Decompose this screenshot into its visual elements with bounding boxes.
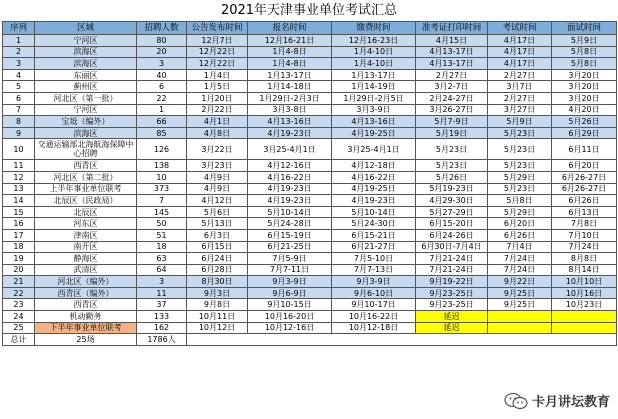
table-row [3, 264, 617, 276]
table-cell: 22 [3, 287, 35, 299]
table-cell: 4月16-22日 [332, 171, 416, 183]
table-cell: 10月23日 [552, 299, 617, 311]
table-cell [488, 311, 552, 323]
table-cell: 16 [3, 218, 35, 230]
table-cell: 18 [137, 241, 187, 253]
table-cell: 21 [3, 276, 35, 288]
table-cell: 4月20日 [552, 104, 617, 116]
table-cell: 4月1日 [187, 116, 248, 128]
total-row [3, 334, 617, 346]
table-cell: 6月15-21日 [332, 229, 416, 241]
table-cell: 6月13日 [552, 206, 617, 218]
table-cell: 22 [137, 92, 187, 104]
table-cell: 145 [137, 206, 187, 218]
table-cell: 6月20日 [488, 218, 552, 230]
table-cell: 6月15-20日 [416, 218, 488, 230]
table-cell: 9月25日 [488, 299, 552, 311]
table-cell: 交通运输部北海航海保障中心招聘 [35, 139, 137, 160]
table-cell: 9月22日 [488, 276, 552, 288]
table-cell: 6月15-19日 [248, 229, 332, 241]
table-cell: 6月15日 [187, 241, 248, 253]
table-cell: 5月23日 [416, 160, 488, 172]
table-cell: 10月12日 [187, 322, 248, 334]
table-cell: 23 [3, 299, 35, 311]
table-row [3, 276, 617, 288]
table-cell: 4月12日 [187, 195, 248, 207]
table-cell: 20 [3, 264, 35, 276]
table-cell: 4月17日 [488, 35, 552, 47]
table-cell: 15 [3, 206, 35, 218]
table-cell: 2月27日 [416, 69, 488, 81]
table-cell: 9月6-10日 [332, 287, 416, 299]
table-cell: 8月8日 [552, 253, 617, 265]
table-cell: 宁河区 [35, 35, 137, 47]
table-cell: 6月26-27日 [552, 171, 617, 183]
table-cell: 50 [137, 218, 187, 230]
table-cell: 24 [3, 311, 35, 323]
table-cell: 3月20日 [552, 81, 617, 93]
table-cell: 4月13-16日 [248, 116, 332, 128]
table-row [3, 241, 617, 253]
table-cell: 6月30日-7月4日 [416, 241, 488, 253]
table-cell: 4月17日 [488, 46, 552, 58]
table-cell: 6月21-25日 [248, 241, 332, 253]
table-cell: 1月4-8日 [248, 46, 332, 58]
table-row [3, 299, 617, 311]
table-cell: 10月11日 [187, 311, 248, 323]
table-cell: 11 [3, 160, 35, 172]
table-cell: 6月29日 [552, 127, 617, 139]
table-cell: 4月29-30日 [416, 195, 488, 207]
table-row [3, 127, 617, 139]
table-cell: 85 [137, 127, 187, 139]
page-title: 2021年天津事业单位考试汇总 [220, 3, 398, 18]
table-header [3, 22, 617, 35]
table-cell: 12 [3, 171, 35, 183]
table-cell: 1月14-18日 [248, 81, 332, 93]
table-cell: 12月7日 [187, 35, 248, 47]
table-cell: 3月25-4月1日 [332, 139, 416, 160]
table-cell: 2月22日 [187, 104, 248, 116]
table-row [3, 311, 617, 323]
table-cell: 138 [137, 160, 187, 172]
table-cell: 12月22日 [187, 58, 248, 70]
table-cell: 下半年事业单位联考 [35, 322, 137, 334]
table-cell: 7月5-10日 [332, 253, 416, 265]
table-cell: 7 [137, 195, 187, 207]
table-cell: 10月16-22日 [332, 311, 416, 323]
table-cell: 3 [137, 276, 187, 288]
table-cell: 河北区（编外） [35, 276, 137, 288]
table-cell: 20 [137, 46, 187, 58]
table-cell: 10月12-16日 [248, 322, 332, 334]
table-cell: 2月27日 [488, 92, 552, 104]
table-cell: 7月7-11日 [248, 264, 332, 276]
table-cell: 9月3-9日 [332, 276, 416, 288]
table-cell: 3月27日 [488, 104, 552, 116]
table-cell: 3月20日 [552, 69, 617, 81]
column-header: 招聘人数 [137, 22, 187, 35]
table-cell: 6月28日 [187, 264, 248, 276]
table-cell: 5月6日 [187, 206, 248, 218]
table-cell: 6月21-27日 [332, 241, 416, 253]
table-cell: 6月26日 [552, 195, 617, 207]
table-cell: 133 [137, 311, 187, 323]
table-cell: 5月10-14日 [332, 206, 416, 218]
table-cell: 1月20日 [187, 92, 248, 104]
table-row [3, 92, 617, 104]
table-cell: 5月23日 [416, 139, 488, 160]
table-cell: 滨海区 [35, 46, 137, 58]
table-cell: 162 [137, 322, 187, 334]
table-cell: 63 [137, 253, 187, 265]
table-cell: 西青区（编外） [35, 287, 137, 299]
table-cell: 9月10-15日 [248, 299, 332, 311]
table-cell: 9月3日 [187, 287, 248, 299]
table-row [3, 160, 617, 172]
table-cell: 40 [137, 69, 187, 81]
table-cell: 滨海区 [35, 58, 137, 70]
table-cell: 6月26日 [488, 229, 552, 241]
table-cell: 7 [3, 104, 35, 116]
table-cell: 6月3日 [187, 229, 248, 241]
column-header: 准考证打印时间 [416, 22, 488, 35]
table-cell [488, 322, 552, 334]
table-cell [552, 311, 617, 323]
table-row [3, 104, 617, 116]
table-cell [552, 322, 617, 334]
table-cell: 9月8日 [187, 299, 248, 311]
table-cell: 河东区 [35, 218, 137, 230]
table-cell: 1 [3, 35, 35, 47]
wechat-icon [504, 392, 528, 410]
table-cell: 西青区 [35, 299, 137, 311]
table-cell: 7月21-24日 [416, 253, 488, 265]
table-cell: 5月26日 [552, 116, 617, 128]
table-cell: 5月19-23日 [416, 183, 488, 195]
column-header: 缴费时间 [332, 22, 416, 35]
table-cell: 5月10-14日 [248, 206, 332, 218]
table-row [3, 253, 617, 265]
column-header: 序列 [3, 22, 35, 35]
table-cell: 5月23日 [488, 127, 552, 139]
table-row [3, 69, 617, 81]
table-cell: 5月23日 [488, 160, 552, 172]
total-cell: 25场 [35, 334, 137, 346]
table-cell: 5月8日 [552, 46, 617, 58]
table-cell: 5月9日 [488, 116, 552, 128]
table-cell: 1月14-19日 [332, 81, 416, 93]
table-cell: 10月12-18日 [332, 322, 416, 334]
table-cell: 9月23-25日 [416, 299, 488, 311]
table-cell: 南开区 [35, 241, 137, 253]
table-cell: 4月13-16日 [332, 116, 416, 128]
table-cell: 蓟州区 [35, 81, 137, 93]
table-cell: 37 [137, 299, 187, 311]
table-cell: 3月3-8日 [248, 104, 332, 116]
table-cell: 5月29日 [488, 171, 552, 183]
table-cell: 10月16日 [552, 287, 617, 299]
table-cell: 津南区 [35, 229, 137, 241]
table-cell: 7月10日 [552, 229, 617, 241]
table-row [3, 218, 617, 230]
table-row [3, 195, 617, 207]
table-cell: 1月29日-2月5日 [332, 92, 416, 104]
table-cell: 6月24-26日 [416, 229, 488, 241]
column-header: 考试时间 [488, 22, 552, 35]
table-cell: 8月30日 [187, 276, 248, 288]
table-cell: 1月4-8日 [248, 58, 332, 70]
total-cell: 1786人 [137, 334, 187, 346]
table-cell: 7月8日 [552, 218, 617, 230]
table-cell: 4月8日 [187, 127, 248, 139]
table-cell: 延迟 [416, 322, 488, 334]
table-cell: 5月8日 [552, 58, 617, 70]
table-cell: 1月5日 [187, 81, 248, 93]
table-row [3, 287, 617, 299]
table-cell: 9月3-9日 [248, 276, 332, 288]
table-cell: 3月2-7日 [416, 81, 488, 93]
table-cell: 25 [3, 322, 35, 334]
table-cell: 3月20日 [552, 92, 617, 104]
table-cell: 2 [3, 46, 35, 58]
table-cell: 4月19-23日 [332, 195, 416, 207]
table-cell: 13 [3, 183, 35, 195]
table-cell: 5月13日 [187, 218, 248, 230]
table-cell: 4月15日 [416, 35, 488, 47]
table-row [3, 116, 617, 128]
table-cell: 4月19-23日 [248, 127, 332, 139]
table-cell: 4月19-25日 [332, 183, 416, 195]
table-cell: 1月13-17日 [332, 69, 416, 81]
table-cell: 9月23-25日 [416, 287, 488, 299]
table-row [3, 46, 617, 58]
table-cell: 9月10-17日 [332, 299, 416, 311]
table-row [3, 171, 617, 183]
table-cell: 3 [3, 58, 35, 70]
table-cell: 8 [3, 116, 35, 128]
table-cell: 5 [3, 81, 35, 93]
table-cell: 10 [3, 139, 35, 160]
table-cell: 河北区（第二批） [35, 171, 137, 183]
table-cell: 5月23日 [488, 183, 552, 195]
table-cell: 2月24-27日 [416, 92, 488, 104]
table-cell: 51 [137, 229, 187, 241]
table-cell: 上半年事业单位联考 [35, 183, 137, 195]
column-header: 公告发布时间 [187, 22, 248, 35]
table-cell: 3月25-4月1日 [248, 139, 332, 160]
table-cell: 10月16-20日 [248, 311, 332, 323]
table-cell: 4月13-17日 [416, 46, 488, 58]
table-cell: 北辰区 [35, 206, 137, 218]
table-cell: 4月16-22日 [248, 171, 332, 183]
table-cell: 5月19日 [416, 127, 488, 139]
table-cell: 4 [3, 69, 35, 81]
table-cell: 126 [137, 139, 187, 160]
table-cell: 5月27-29日 [416, 206, 488, 218]
table-cell: 宝坻（编外） [35, 116, 137, 128]
column-header: 报名时间 [248, 22, 332, 35]
table-cell: 宁河区 [35, 104, 137, 116]
table-cell: 19 [3, 253, 35, 265]
table-cell: 1月4-10日 [332, 46, 416, 58]
table-cell: 66 [137, 116, 187, 128]
table-cell: 7月24日 [488, 264, 552, 276]
table-cell: 5月9日 [552, 35, 617, 47]
table-cell: 5月7-9日 [416, 116, 488, 128]
table-cell: 4月19-23日 [248, 183, 332, 195]
table-row [3, 139, 617, 160]
table-row [3, 35, 617, 47]
table-cell: 12月16-23日 [332, 35, 416, 47]
table-cell: 6月26-27日 [552, 183, 617, 195]
table-cell: 3月22日 [187, 139, 248, 160]
table-cell: 4月13-17日 [416, 58, 488, 70]
table-cell: 3 [137, 58, 187, 70]
table-cell: 9月6-9日 [248, 287, 332, 299]
table-cell: 1月13-17日 [248, 69, 332, 81]
table-cell: 9 [3, 127, 35, 139]
table-cell: 6月11日 [552, 139, 617, 160]
table-cell: 373 [137, 183, 187, 195]
table-cell: 5月24-30日 [332, 218, 416, 230]
total-cell [187, 334, 617, 346]
table-cell: 4月17日 [488, 58, 552, 70]
table-cell: 3月7日 [488, 81, 552, 93]
total-cell: 总计 [3, 334, 35, 346]
table-cell: 4月19-23日 [248, 195, 332, 207]
table-row [3, 206, 617, 218]
table-cell: 4月9日 [187, 171, 248, 183]
table-cell: 7月5-9日 [248, 253, 332, 265]
column-header: 区域 [35, 22, 137, 35]
table-cell: 1月4-10日 [332, 58, 416, 70]
table-cell: 5月23日 [488, 139, 552, 160]
table-cell: 5月24-28日 [248, 218, 332, 230]
table-cell: 9月19-22日 [416, 276, 488, 288]
table-cell: 东丽区 [35, 69, 137, 81]
table-cell: 5月8日 [488, 195, 552, 207]
table-cell: 3月23日 [187, 160, 248, 172]
table-cell: 北辰区（民政局） [35, 195, 137, 207]
column-header: 面试时间 [552, 22, 617, 35]
table-cell: 1月4日 [187, 69, 248, 81]
table-row [3, 81, 617, 93]
table-cell: 7月24日 [552, 241, 617, 253]
exam-summary-table [2, 21, 617, 346]
table-cell: 80 [137, 35, 187, 47]
table-row [3, 229, 617, 241]
table-cell: 延迟 [416, 311, 488, 323]
table-cell: 18 [3, 241, 35, 253]
table-cell: 6月20日 [552, 160, 617, 172]
table-cell: 4月12-16日 [248, 160, 332, 172]
table-cell: 17 [3, 229, 35, 241]
table-cell: 武清区 [35, 264, 137, 276]
table-cell: 10 [137, 171, 187, 183]
table-cell: 2月27日 [488, 69, 552, 81]
watermark [500, 389, 614, 412]
table-row [3, 322, 617, 334]
table-cell: 6 [3, 92, 35, 104]
table-cell: 7月7-13日 [332, 264, 416, 276]
table-cell: 5月26日 [416, 171, 488, 183]
table-cell: 滨海区 [35, 127, 137, 139]
table-cell: 5月29日 [488, 206, 552, 218]
table-cell: 3月3-9日 [332, 104, 416, 116]
table-cell: 11 [137, 287, 187, 299]
table-row [3, 58, 617, 70]
table-cell: 西青区 [35, 160, 137, 172]
table-cell: 14 [3, 195, 35, 207]
table-cell: 4月12-18日 [332, 160, 416, 172]
table-cell: 3月26-27日 [416, 104, 488, 116]
table-cell: 7月4日 [488, 241, 552, 253]
watermark-text: 卡月讲坛教育 [531, 395, 610, 410]
table-cell: 7月24日 [488, 253, 552, 265]
table-cell: 7月21-24日 [416, 264, 488, 276]
table-cell: 9月25日 [488, 287, 552, 299]
table-cell: 10月10日 [552, 276, 617, 288]
table-cell: 静海区 [35, 253, 137, 265]
table-cell: 64 [137, 264, 187, 276]
table-cell: 4月9日 [187, 183, 248, 195]
table-cell: 6月24日 [187, 253, 248, 265]
table-cell: 6 [137, 81, 187, 93]
table-cell: 4月19-25日 [332, 127, 416, 139]
table-cell: 河北区（第一批） [35, 92, 137, 104]
table-cell: 1月29日-2月3日 [248, 92, 332, 104]
table-row [3, 183, 617, 195]
table-cell: 12月22日 [187, 46, 248, 58]
table-cell: 8月14日 [552, 264, 617, 276]
table-cell: 12月16-21日 [248, 35, 332, 47]
table-cell: 1 [137, 104, 187, 116]
table-cell: 机动勤务 [35, 311, 137, 323]
